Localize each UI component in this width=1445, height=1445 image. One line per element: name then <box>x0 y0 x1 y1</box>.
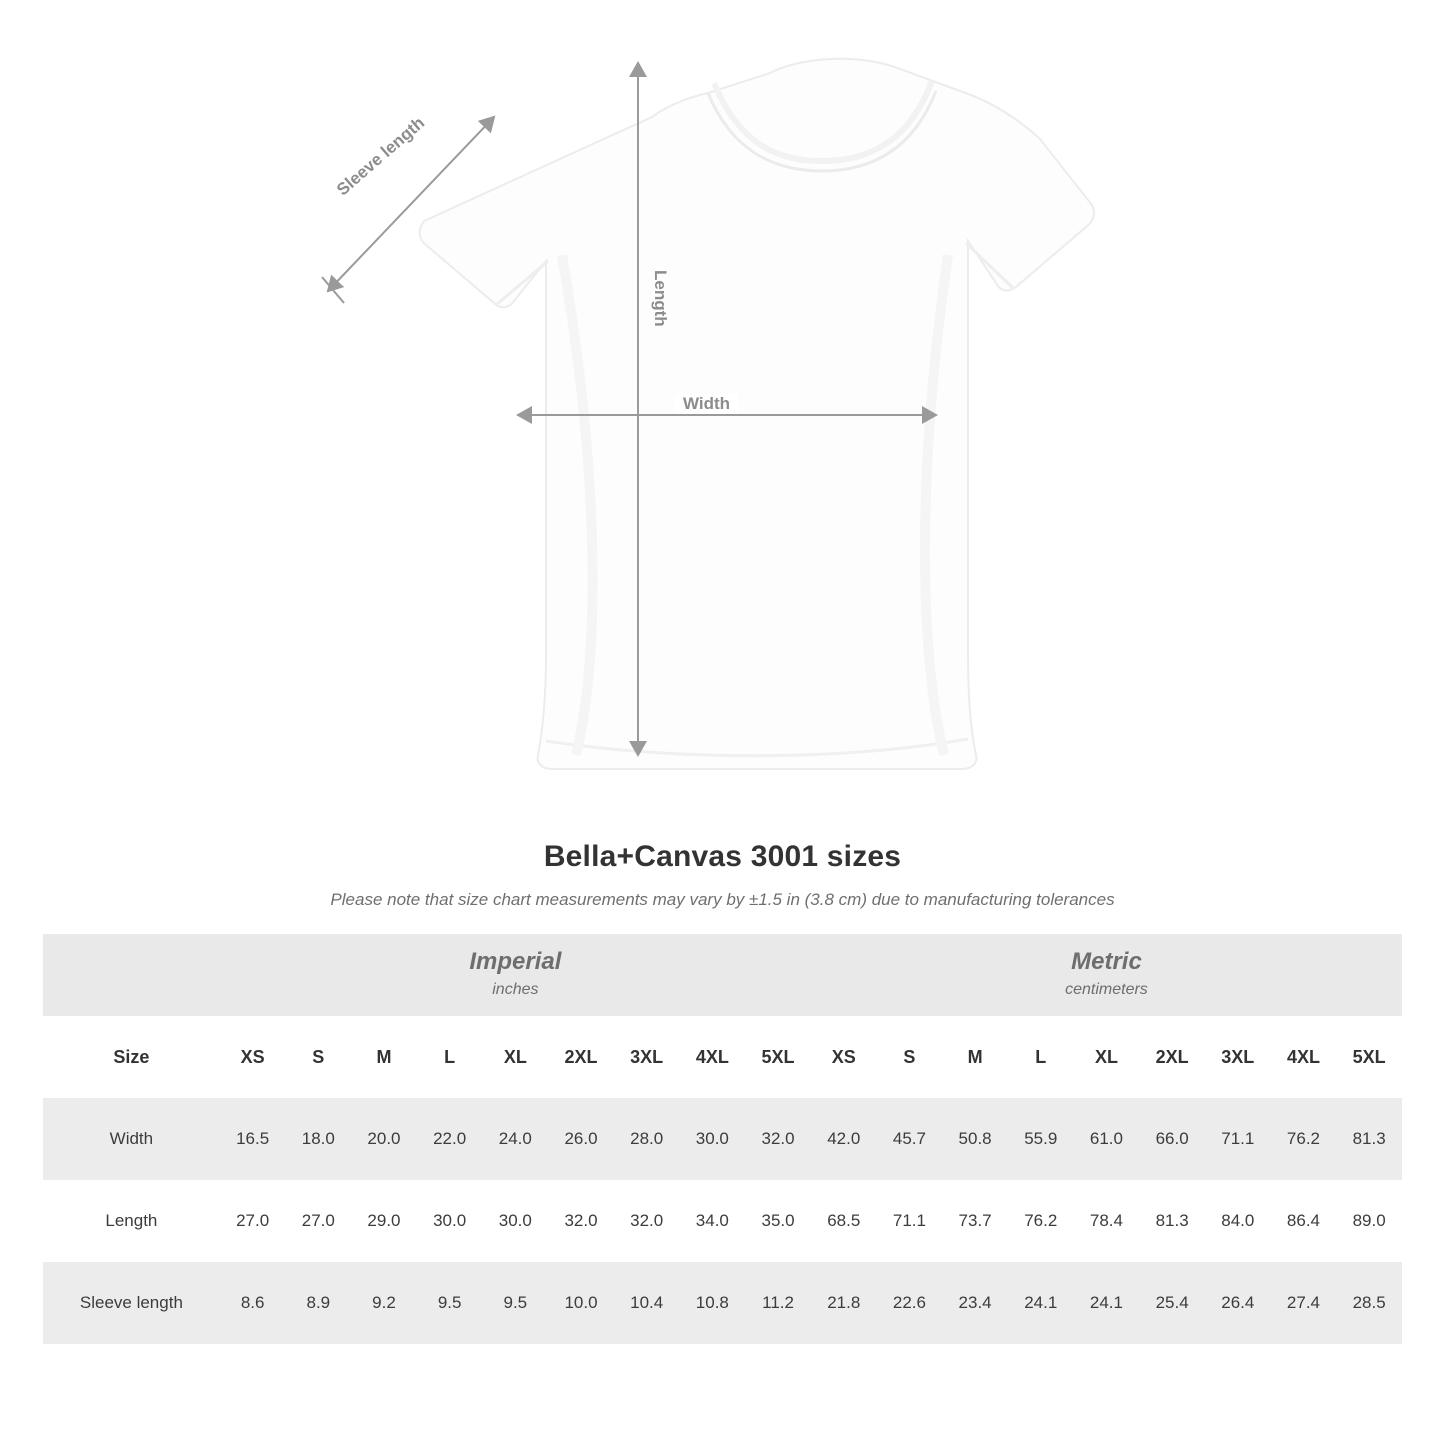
size-col-2xl-imperial: 2XL <box>548 1016 614 1098</box>
cell-sleeve-m-cm: 23.4 <box>942 1262 1008 1344</box>
label-width: Width <box>675 394 738 414</box>
cell-length-2xl-cm: 81.3 <box>1139 1180 1205 1262</box>
size-col-4xl-metric: 4XL <box>1271 1016 1337 1098</box>
cell-length-5xl-in: 35.0 <box>745 1180 811 1262</box>
cell-length-3xl-in: 32.0 <box>614 1180 680 1262</box>
row-label-width: Width <box>43 1098 220 1180</box>
cell-sleeve-3xl-cm: 26.4 <box>1205 1262 1271 1344</box>
cell-width-s-cm: 45.7 <box>877 1098 943 1180</box>
cell-width-m-in: 20.0 <box>351 1098 417 1180</box>
size-table <box>43 934 1402 1344</box>
row-label-sleeve-length: Sleeve length <box>43 1262 220 1344</box>
cell-width-l-in: 22.0 <box>417 1098 483 1180</box>
cell-sleeve-3xl-in: 10.4 <box>614 1262 680 1344</box>
cell-sleeve-2xl-cm: 25.4 <box>1139 1262 1205 1344</box>
cell-length-3xl-cm: 84.0 <box>1205 1180 1271 1262</box>
size-col-5xl-metric: 5XL <box>1336 1016 1402 1098</box>
cell-sleeve-m-in: 9.2 <box>351 1262 417 1344</box>
table-row <box>43 1180 1402 1262</box>
cell-sleeve-xl-in: 9.5 <box>482 1262 548 1344</box>
unit-system-label: Metric <box>1071 948 1142 976</box>
cell-sleeve-5xl-cm: 28.5 <box>1336 1262 1402 1344</box>
cell-length-xs-in: 27.0 <box>220 1180 286 1262</box>
cell-width-s-in: 18.0 <box>285 1098 351 1180</box>
tolerance-note: Please note that size chart measurements may vary by ±1.5 in (3.8 cm) due to manufacturing tolerances <box>330 890 1115 909</box>
size-col-m-metric: M <box>942 1016 1008 1098</box>
cell-width-4xl-in: 30.0 <box>680 1098 746 1180</box>
cell-sleeve-4xl-cm: 27.4 <box>1271 1262 1337 1344</box>
cell-width-m-cm: 50.8 <box>942 1098 1008 1180</box>
cell-length-4xl-cm: 86.4 <box>1271 1180 1337 1262</box>
size-col-l-imperial: L <box>417 1016 483 1098</box>
cell-width-xs-cm: 42.0 <box>811 1098 877 1180</box>
size-col-s-metric: S <box>877 1016 943 1098</box>
cell-sleeve-s-cm: 22.6 <box>877 1262 943 1344</box>
cell-sleeve-l-in: 9.5 <box>417 1262 483 1344</box>
size-table-wrap <box>43 934 1402 1344</box>
cell-length-xs-cm: 68.5 <box>811 1180 877 1262</box>
chart-heading-block <box>0 840 1445 910</box>
label-sleeve-length: Sleeve length <box>333 113 429 200</box>
cell-width-xs-in: 16.5 <box>220 1098 286 1180</box>
cell-width-l-cm: 55.9 <box>1008 1098 1074 1180</box>
table-row <box>43 1098 1402 1180</box>
size-col-3xl-imperial: 3XL <box>614 1016 680 1098</box>
cell-sleeve-l-cm: 24.1 <box>1008 1262 1074 1344</box>
cell-length-l-cm: 76.2 <box>1008 1180 1074 1262</box>
cell-width-2xl-cm: 66.0 <box>1139 1098 1205 1180</box>
cell-width-2xl-in: 26.0 <box>548 1098 614 1180</box>
size-col-xs-metric: XS <box>811 1016 877 1098</box>
row-label-size: Size <box>43 1016 220 1098</box>
row-label-length: Length <box>43 1180 220 1262</box>
size-col-xl-imperial: XL <box>482 1016 548 1098</box>
size-col-xl-metric: XL <box>1074 1016 1140 1098</box>
measurement-arrows <box>300 55 1100 795</box>
label-length: Length <box>651 270 670 327</box>
cell-sleeve-xs-cm: 21.8 <box>811 1262 877 1344</box>
size-col-3xl-metric: 3XL <box>1205 1016 1271 1098</box>
cell-length-s-in: 27.0 <box>285 1180 351 1262</box>
cell-length-xl-cm: 78.4 <box>1074 1180 1140 1262</box>
cell-sleeve-5xl-in: 11.2 <box>745 1262 811 1344</box>
cell-length-5xl-cm: 89.0 <box>1336 1180 1402 1262</box>
cell-length-m-cm: 73.7 <box>942 1180 1008 1262</box>
cell-width-4xl-cm: 76.2 <box>1271 1098 1337 1180</box>
size-col-5xl-imperial: 5XL <box>745 1016 811 1098</box>
cell-sleeve-xl-cm: 24.1 <box>1074 1262 1140 1344</box>
cell-length-l-in: 30.0 <box>417 1180 483 1262</box>
cell-width-3xl-in: 28.0 <box>614 1098 680 1180</box>
cell-sleeve-4xl-in: 10.8 <box>680 1262 746 1344</box>
cell-length-xl-in: 30.0 <box>482 1180 548 1262</box>
page-title: Bella+Canvas 3001 sizes <box>543 840 902 873</box>
size-col-l-metric: L <box>1008 1016 1074 1098</box>
table-row <box>43 1262 1402 1344</box>
unit-measure-label: inches <box>492 981 539 999</box>
cell-width-xl-in: 24.0 <box>482 1098 548 1180</box>
cell-sleeve-xs-in: 8.6 <box>220 1262 286 1344</box>
cell-length-4xl-in: 34.0 <box>680 1180 746 1262</box>
cell-length-m-in: 29.0 <box>351 1180 417 1262</box>
unit-group-imperial <box>220 934 811 1016</box>
unit-header-row <box>43 934 1402 1016</box>
unit-group-metric <box>811 934 1402 1016</box>
table-corner-cell <box>43 934 220 1016</box>
cell-width-xl-cm: 61.0 <box>1074 1098 1140 1180</box>
cell-length-2xl-in: 32.0 <box>548 1180 614 1262</box>
cell-width-3xl-cm: 71.1 <box>1205 1098 1271 1180</box>
size-header-row <box>43 1016 1402 1098</box>
size-col-2xl-metric: 2XL <box>1139 1016 1205 1098</box>
unit-measure-label: centimeters <box>1065 981 1148 999</box>
size-col-s-imperial: S <box>285 1016 351 1098</box>
unit-system-label: Imperial <box>469 948 562 976</box>
size-col-m-imperial: M <box>351 1016 417 1098</box>
cell-sleeve-s-in: 8.9 <box>285 1262 351 1344</box>
size-col-4xl-imperial: 4XL <box>680 1016 746 1098</box>
cell-width-5xl-in: 32.0 <box>745 1098 811 1180</box>
cell-sleeve-2xl-in: 10.0 <box>548 1262 614 1344</box>
size-col-xs-imperial: XS <box>220 1016 286 1098</box>
cell-width-5xl-cm: 81.3 <box>1336 1098 1402 1180</box>
cell-length-s-cm: 71.1 <box>877 1180 943 1262</box>
